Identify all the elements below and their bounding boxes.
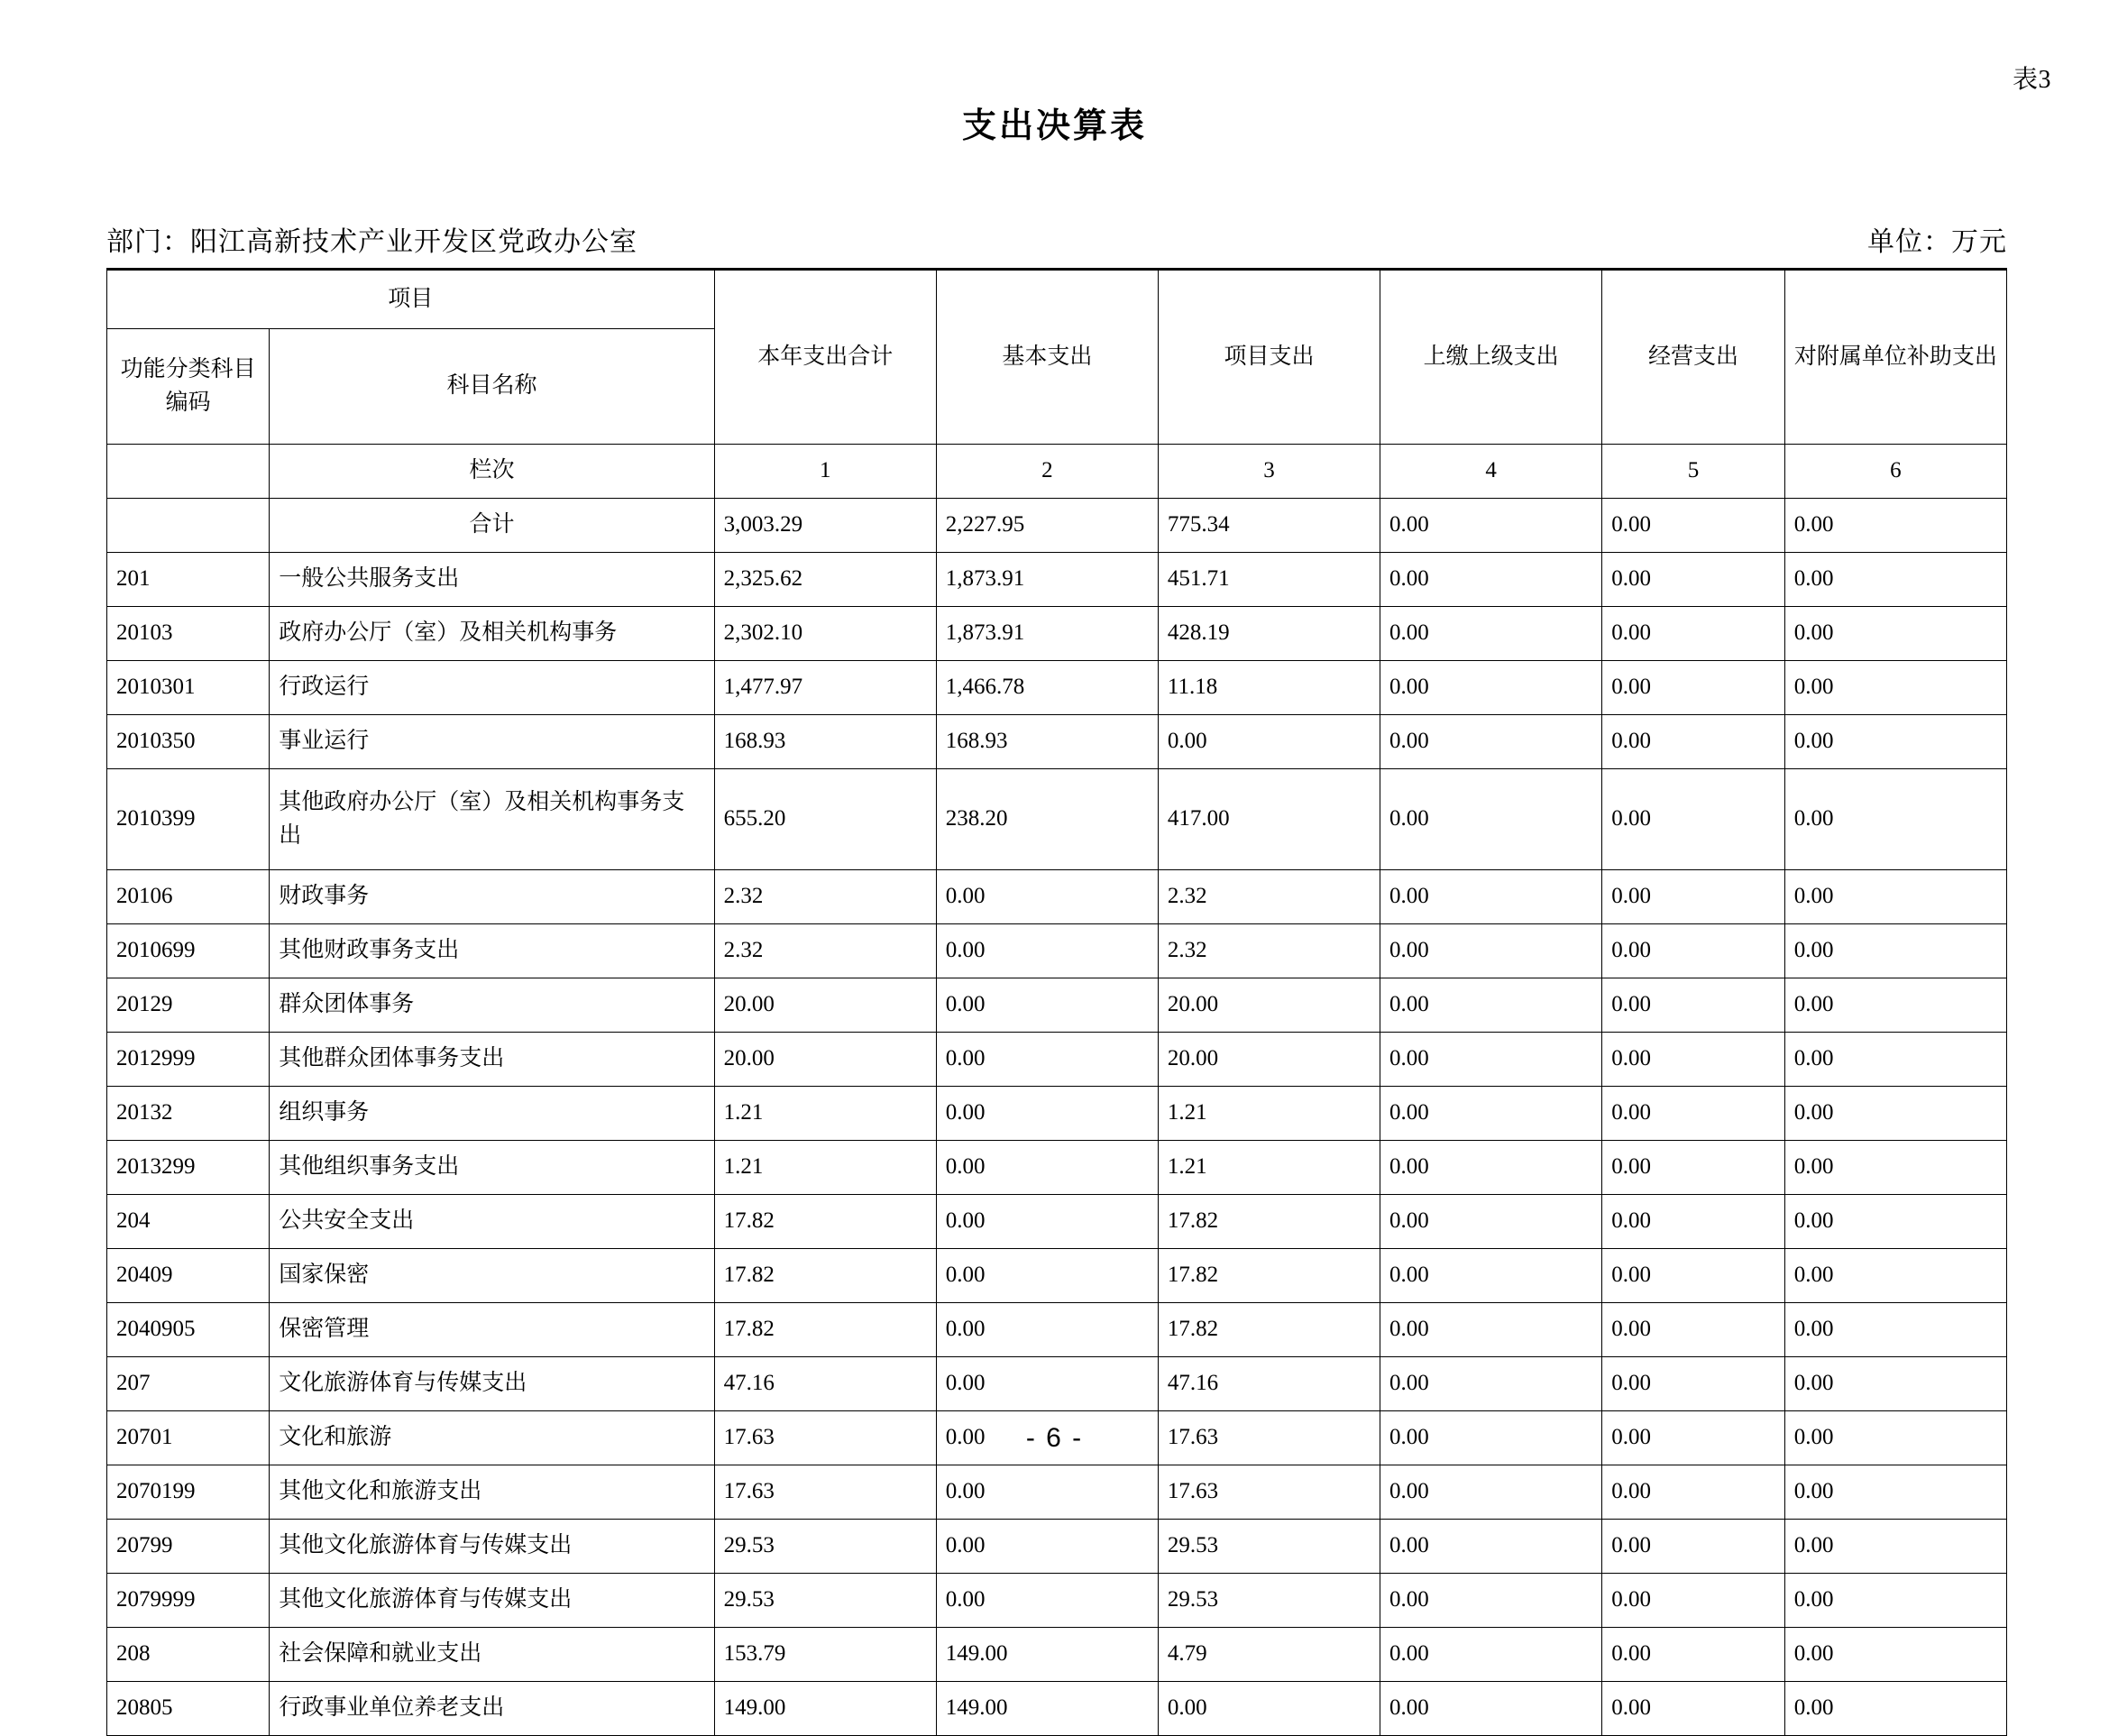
cell-project-expenditure: 20.00 <box>1158 978 1380 1033</box>
cell-basic-expenditure: 168.93 <box>936 715 1158 769</box>
column-index-3: 3 <box>1158 445 1380 499</box>
header-paid-to-superior: 上缴上级支出 <box>1380 270 1602 445</box>
cell-subsidy-to-affiliates: 0.00 <box>1784 1033 2006 1087</box>
cell-basic-expenditure: 0.00 <box>936 1411 1158 1465</box>
cell-paid-to-superior: 0.00 <box>1380 870 1602 924</box>
cell-subject-name: 其他组织事务支出 <box>270 1141 714 1195</box>
cell-project-expenditure: 17.82 <box>1158 1303 1380 1357</box>
cell-basic-expenditure: 238.20 <box>936 769 1158 870</box>
cell-subsidy-to-affiliates: 0.00 <box>1784 1411 2006 1465</box>
cell-subject-name: 国家保密 <box>270 1249 714 1303</box>
cell-subject-name: 社会保障和就业支出 <box>270 1628 714 1682</box>
table-row <box>107 1033 2007 1087</box>
cell-subject-name: 文化和旅游 <box>270 1411 714 1465</box>
cell-paid-to-superior: 0.00 <box>1380 769 1602 870</box>
table-row <box>107 1628 2007 1682</box>
cell-subject-name: 公共安全支出 <box>270 1195 714 1249</box>
cell-paid-to-superior: 0.00 <box>1380 1682 1602 1736</box>
cell-subject-name: 其他文化旅游体育与传媒支出 <box>270 1574 714 1628</box>
cell-subsidy-to-affiliates: 0.00 <box>1784 661 2006 715</box>
table-row <box>107 769 2007 870</box>
cell-subsidy-to-affiliates: 0.00 <box>1784 769 2006 870</box>
cell-project-expenditure: 11.18 <box>1158 661 1380 715</box>
cell-function-code: 207 <box>107 1357 270 1411</box>
cell-subject-name: 文化旅游体育与传媒支出 <box>270 1357 714 1411</box>
cell-paid-to-superior: 0.00 <box>1380 715 1602 769</box>
cell-total-expenditure: 3,003.29 <box>714 499 936 553</box>
cell-project-expenditure: 47.16 <box>1158 1357 1380 1411</box>
cell-paid-to-superior: 0.00 <box>1380 1303 1602 1357</box>
cell-subject-name: 行政事业单位养老支出 <box>270 1682 714 1736</box>
cell-paid-to-superior: 0.00 <box>1380 1033 1602 1087</box>
cell-function-code: 2010350 <box>107 715 270 769</box>
cell-paid-to-superior: 0.00 <box>1380 1520 1602 1574</box>
page-title: 支出决算表 <box>961 107 1147 145</box>
cell-paid-to-superior: 0.00 <box>1380 978 1602 1033</box>
cell-subsidy-to-affiliates: 0.00 <box>1784 1303 2006 1357</box>
cell-operating-expenditure: 0.00 <box>1602 870 1785 924</box>
cell-function-code: 20129 <box>107 978 270 1033</box>
column-index-2: 2 <box>936 445 1158 499</box>
column-index-4: 4 <box>1380 445 1602 499</box>
cell-subject-name: 保密管理 <box>270 1303 714 1357</box>
cell-total-expenditure: 17.63 <box>714 1465 936 1520</box>
cell-project-expenditure: 2.32 <box>1158 924 1380 978</box>
cell-subsidy-to-affiliates: 0.00 <box>1784 1249 2006 1303</box>
cell-total-expenditure: 655.20 <box>714 769 936 870</box>
cell-basic-expenditure: 149.00 <box>936 1628 1158 1682</box>
cell-subsidy-to-affiliates: 0.00 <box>1784 1357 2006 1411</box>
cell-subject-name: 组织事务 <box>270 1087 714 1141</box>
table-row <box>107 1357 2007 1411</box>
cell-project-expenditure: 17.63 <box>1158 1465 1380 1520</box>
cell-basic-expenditure: 149.00 <box>936 1682 1158 1736</box>
cell-paid-to-superior: 0.00 <box>1380 1357 1602 1411</box>
cell-project-expenditure: 2.32 <box>1158 870 1380 924</box>
table-row <box>107 1303 2007 1357</box>
cell-function-code <box>107 499 270 553</box>
cell-operating-expenditure: 0.00 <box>1602 924 1785 978</box>
cell-operating-expenditure: 0.00 <box>1602 1682 1785 1736</box>
table-row <box>107 715 2007 769</box>
table-row <box>107 1141 2007 1195</box>
table-row <box>107 553 2007 607</box>
cell-subject-name: 其他政府办公厅（室）及相关机构事务支出 <box>270 769 714 870</box>
cell-paid-to-superior: 0.00 <box>1380 1141 1602 1195</box>
cell-project-expenditure: 20.00 <box>1158 1033 1380 1087</box>
cell-basic-expenditure: 0.00 <box>936 924 1158 978</box>
cell-function-code: 20799 <box>107 1520 270 1574</box>
cell-function-code: 2013299 <box>107 1141 270 1195</box>
cell-basic-expenditure: 0.00 <box>936 1574 1158 1628</box>
cell-subject-name: 财政事务 <box>270 870 714 924</box>
cell-paid-to-superior: 0.00 <box>1380 1195 1602 1249</box>
cell-function-code: 2079999 <box>107 1574 270 1628</box>
cell-basic-expenditure: 1,873.91 <box>936 607 1158 661</box>
cell-basic-expenditure: 1,873.91 <box>936 553 1158 607</box>
cell-operating-expenditure: 0.00 <box>1602 553 1785 607</box>
table-row <box>107 924 2007 978</box>
cell-operating-expenditure: 0.00 <box>1602 661 1785 715</box>
cell-operating-expenditure: 0.00 <box>1602 769 1785 870</box>
cell-project-expenditure: 1.21 <box>1158 1141 1380 1195</box>
table-body <box>107 499 2007 1736</box>
department-label: 部门：阳江高新技术产业开发区党政办公室 <box>106 227 637 257</box>
cell-operating-expenditure: 0.00 <box>1602 1249 1785 1303</box>
cell-total-expenditure: 2,325.62 <box>714 553 936 607</box>
cell-project-expenditure: 17.82 <box>1158 1195 1380 1249</box>
cell-project-expenditure: 4.79 <box>1158 1628 1380 1682</box>
cell-paid-to-superior: 0.00 <box>1380 1087 1602 1141</box>
cell-total-expenditure: 29.53 <box>714 1574 936 1628</box>
column-index-1: 1 <box>714 445 936 499</box>
cell-paid-to-superior: 0.00 <box>1380 924 1602 978</box>
cell-total-expenditure: 17.63 <box>714 1411 936 1465</box>
table-row <box>107 607 2007 661</box>
cell-basic-expenditure: 0.00 <box>936 1520 1158 1574</box>
header-project-expenditure: 项目支出 <box>1158 270 1380 445</box>
cell-basic-expenditure: 0.00 <box>936 1465 1158 1520</box>
header-basic-expenditure: 基本支出 <box>936 270 1158 445</box>
cell-basic-expenditure: 0.00 <box>936 1303 1158 1357</box>
cell-basic-expenditure: 2,227.95 <box>936 499 1158 553</box>
cell-paid-to-superior: 0.00 <box>1380 1411 1602 1465</box>
cell-total-expenditure: 168.93 <box>714 715 936 769</box>
cell-subsidy-to-affiliates: 0.00 <box>1784 924 2006 978</box>
cell-subsidy-to-affiliates: 0.00 <box>1784 1628 2006 1682</box>
cell-function-code: 20409 <box>107 1249 270 1303</box>
cell-subsidy-to-affiliates: 0.00 <box>1784 1682 2006 1736</box>
cell-operating-expenditure: 0.00 <box>1602 1195 1785 1249</box>
table-row <box>107 1465 2007 1520</box>
cell-operating-expenditure: 0.00 <box>1602 1520 1785 1574</box>
cell-function-code: 2040905 <box>107 1303 270 1357</box>
table-row <box>107 1574 2007 1628</box>
cell-total-expenditure: 2.32 <box>714 870 936 924</box>
cell-function-code: 20103 <box>107 607 270 661</box>
cell-subject-name: 群众团体事务 <box>270 978 714 1033</box>
cell-basic-expenditure: 1,466.78 <box>936 661 1158 715</box>
cell-subject-name: 政府办公厅（室）及相关机构事务 <box>270 607 714 661</box>
cell-basic-expenditure: 0.00 <box>936 1195 1158 1249</box>
header-subsidy-to-affiliates: 对附属单位补助支出 <box>1784 270 2006 445</box>
table-row <box>107 1520 2007 1574</box>
cell-project-expenditure: 29.53 <box>1158 1574 1380 1628</box>
cell-function-code: 20106 <box>107 870 270 924</box>
table-row <box>107 499 2007 553</box>
cell-function-code: 20132 <box>107 1087 270 1141</box>
cell-basic-expenditure: 0.00 <box>936 1249 1158 1303</box>
cell-subsidy-to-affiliates: 0.00 <box>1784 1574 2006 1628</box>
cell-subsidy-to-affiliates: 0.00 <box>1784 1195 2006 1249</box>
cell-paid-to-superior: 0.00 <box>1380 661 1602 715</box>
cell-total-expenditure: 149.00 <box>714 1682 936 1736</box>
cell-total-expenditure: 29.53 <box>714 1520 936 1574</box>
cell-operating-expenditure: 0.00 <box>1602 1357 1785 1411</box>
cell-function-code: 201 <box>107 553 270 607</box>
expenditure-table-container <box>106 268 2007 1736</box>
cell-function-code: 20701 <box>107 1411 270 1465</box>
cell-total-expenditure: 20.00 <box>714 978 936 1033</box>
cell-subject-name: 其他群众团体事务支出 <box>270 1033 714 1087</box>
table-header-row-group <box>107 270 2007 329</box>
cell-project-expenditure: 1.21 <box>1158 1087 1380 1141</box>
column-index-5: 5 <box>1602 445 1785 499</box>
cell-subsidy-to-affiliates: 0.00 <box>1784 607 2006 661</box>
cell-project-expenditure: 451.71 <box>1158 553 1380 607</box>
cell-paid-to-superior: 0.00 <box>1380 499 1602 553</box>
table-column-index-row <box>107 445 2007 499</box>
cell-project-expenditure: 17.82 <box>1158 1249 1380 1303</box>
cell-subsidy-to-affiliates: 0.00 <box>1784 1141 2006 1195</box>
column-index-6: 6 <box>1784 445 2006 499</box>
header-project-group: 项目 <box>107 270 715 329</box>
cell-function-code: 2012999 <box>107 1033 270 1087</box>
cell-subject-name: 其他财政事务支出 <box>270 924 714 978</box>
cell-total-expenditure: 1.21 <box>714 1087 936 1141</box>
cell-operating-expenditure: 0.00 <box>1602 978 1785 1033</box>
cell-project-expenditure: 775.34 <box>1158 499 1380 553</box>
table-row <box>107 1249 2007 1303</box>
table-row <box>107 1682 2007 1736</box>
cell-function-code: 208 <box>107 1628 270 1682</box>
cell-subsidy-to-affiliates: 0.00 <box>1784 1520 2006 1574</box>
cell-function-code: 204 <box>107 1195 270 1249</box>
header-function-code: 功能分类科目编码 <box>107 329 270 445</box>
cell-operating-expenditure: 0.00 <box>1602 1628 1785 1682</box>
cell-subject-name: 行政运行 <box>270 661 714 715</box>
table-row <box>107 1195 2007 1249</box>
cell-paid-to-superior: 0.00 <box>1380 1249 1602 1303</box>
cell-subsidy-to-affiliates: 0.00 <box>1784 978 2006 1033</box>
cell-paid-to-superior: 0.00 <box>1380 607 1602 661</box>
cell-total-expenditure: 20.00 <box>714 1033 936 1087</box>
cell-total-expenditure: 17.82 <box>714 1195 936 1249</box>
cell-project-expenditure: 0.00 <box>1158 1682 1380 1736</box>
cell-paid-to-superior: 0.00 <box>1380 553 1602 607</box>
header-subject-name: 科目名称 <box>270 329 714 445</box>
cell-project-expenditure: 0.00 <box>1158 715 1380 769</box>
page-footer: - 6 - <box>1025 1423 1084 1453</box>
table-head <box>107 270 2007 499</box>
table-row <box>107 661 2007 715</box>
cell-basic-expenditure: 0.00 <box>936 1087 1158 1141</box>
cell-subject-name: 一般公共服务支出 <box>270 553 714 607</box>
cell-basic-expenditure: 0.00 <box>936 870 1158 924</box>
cell-operating-expenditure: 0.00 <box>1602 1303 1785 1357</box>
unit-label: 单位：万元 <box>1867 227 2007 257</box>
cell-project-expenditure: 17.63 <box>1158 1411 1380 1465</box>
cell-operating-expenditure: 0.00 <box>1602 1141 1785 1195</box>
cell-subsidy-to-affiliates: 0.00 <box>1784 715 2006 769</box>
table-row <box>107 1087 2007 1141</box>
column-index-code <box>107 445 270 499</box>
cell-paid-to-superior: 0.00 <box>1380 1574 1602 1628</box>
cell-basic-expenditure: 0.00 <box>936 1033 1158 1087</box>
cell-total-expenditure: 47.16 <box>714 1357 936 1411</box>
cell-total-expenditure: 2,302.10 <box>714 607 936 661</box>
cell-total-expenditure: 2.32 <box>714 924 936 978</box>
cell-function-code: 2010301 <box>107 661 270 715</box>
cell-operating-expenditure: 0.00 <box>1602 1087 1785 1141</box>
cell-operating-expenditure: 0.00 <box>1602 715 1785 769</box>
meta-row <box>106 219 2007 259</box>
sheet-label: 表3 <box>2012 66 2051 94</box>
column-index-label: 栏次 <box>270 445 714 499</box>
cell-function-code: 2070199 <box>107 1465 270 1520</box>
cell-subject-name: 其他文化旅游体育与传媒支出 <box>270 1520 714 1574</box>
cell-operating-expenditure: 0.00 <box>1602 1465 1785 1520</box>
cell-project-expenditure: 417.00 <box>1158 769 1380 870</box>
cell-function-code: 2010399 <box>107 769 270 870</box>
cell-basic-expenditure: 0.00 <box>936 1357 1158 1411</box>
cell-operating-expenditure: 0.00 <box>1602 1574 1785 1628</box>
table-row <box>107 870 2007 924</box>
cell-subsidy-to-affiliates: 0.00 <box>1784 499 2006 553</box>
expenditure-table <box>106 268 2007 1736</box>
cell-operating-expenditure: 0.00 <box>1602 607 1785 661</box>
cell-total-expenditure: 17.82 <box>714 1303 936 1357</box>
cell-total-expenditure: 17.82 <box>714 1249 936 1303</box>
cell-function-code: 2010699 <box>107 924 270 978</box>
table-row <box>107 978 2007 1033</box>
cell-function-code: 20805 <box>107 1682 270 1736</box>
cell-subsidy-to-affiliates: 0.00 <box>1784 1465 2006 1520</box>
cell-operating-expenditure: 0.00 <box>1602 499 1785 553</box>
cell-basic-expenditure: 0.00 <box>936 1141 1158 1195</box>
cell-subject-name: 事业运行 <box>270 715 714 769</box>
cell-subsidy-to-affiliates: 0.00 <box>1784 553 2006 607</box>
cell-total-expenditure: 153.79 <box>714 1628 936 1682</box>
cell-operating-expenditure: 0.00 <box>1602 1033 1785 1087</box>
header-total-expenditure: 本年支出合计 <box>714 270 936 445</box>
cell-total-expenditure: 1,477.97 <box>714 661 936 715</box>
cell-project-expenditure: 428.19 <box>1158 607 1380 661</box>
cell-paid-to-superior: 0.00 <box>1380 1465 1602 1520</box>
cell-subject-name: 合计 <box>270 499 714 553</box>
cell-subsidy-to-affiliates: 0.00 <box>1784 870 2006 924</box>
header-operating-expenditure: 经营支出 <box>1602 270 1785 445</box>
cell-basic-expenditure: 0.00 <box>936 978 1158 1033</box>
cell-total-expenditure: 1.21 <box>714 1141 936 1195</box>
cell-operating-expenditure: 0.00 <box>1602 1411 1785 1465</box>
cell-project-expenditure: 29.53 <box>1158 1520 1380 1574</box>
cell-subject-name: 其他文化和旅游支出 <box>270 1465 714 1520</box>
cell-subsidy-to-affiliates: 0.00 <box>1784 1087 2006 1141</box>
cell-paid-to-superior: 0.00 <box>1380 1628 1602 1682</box>
